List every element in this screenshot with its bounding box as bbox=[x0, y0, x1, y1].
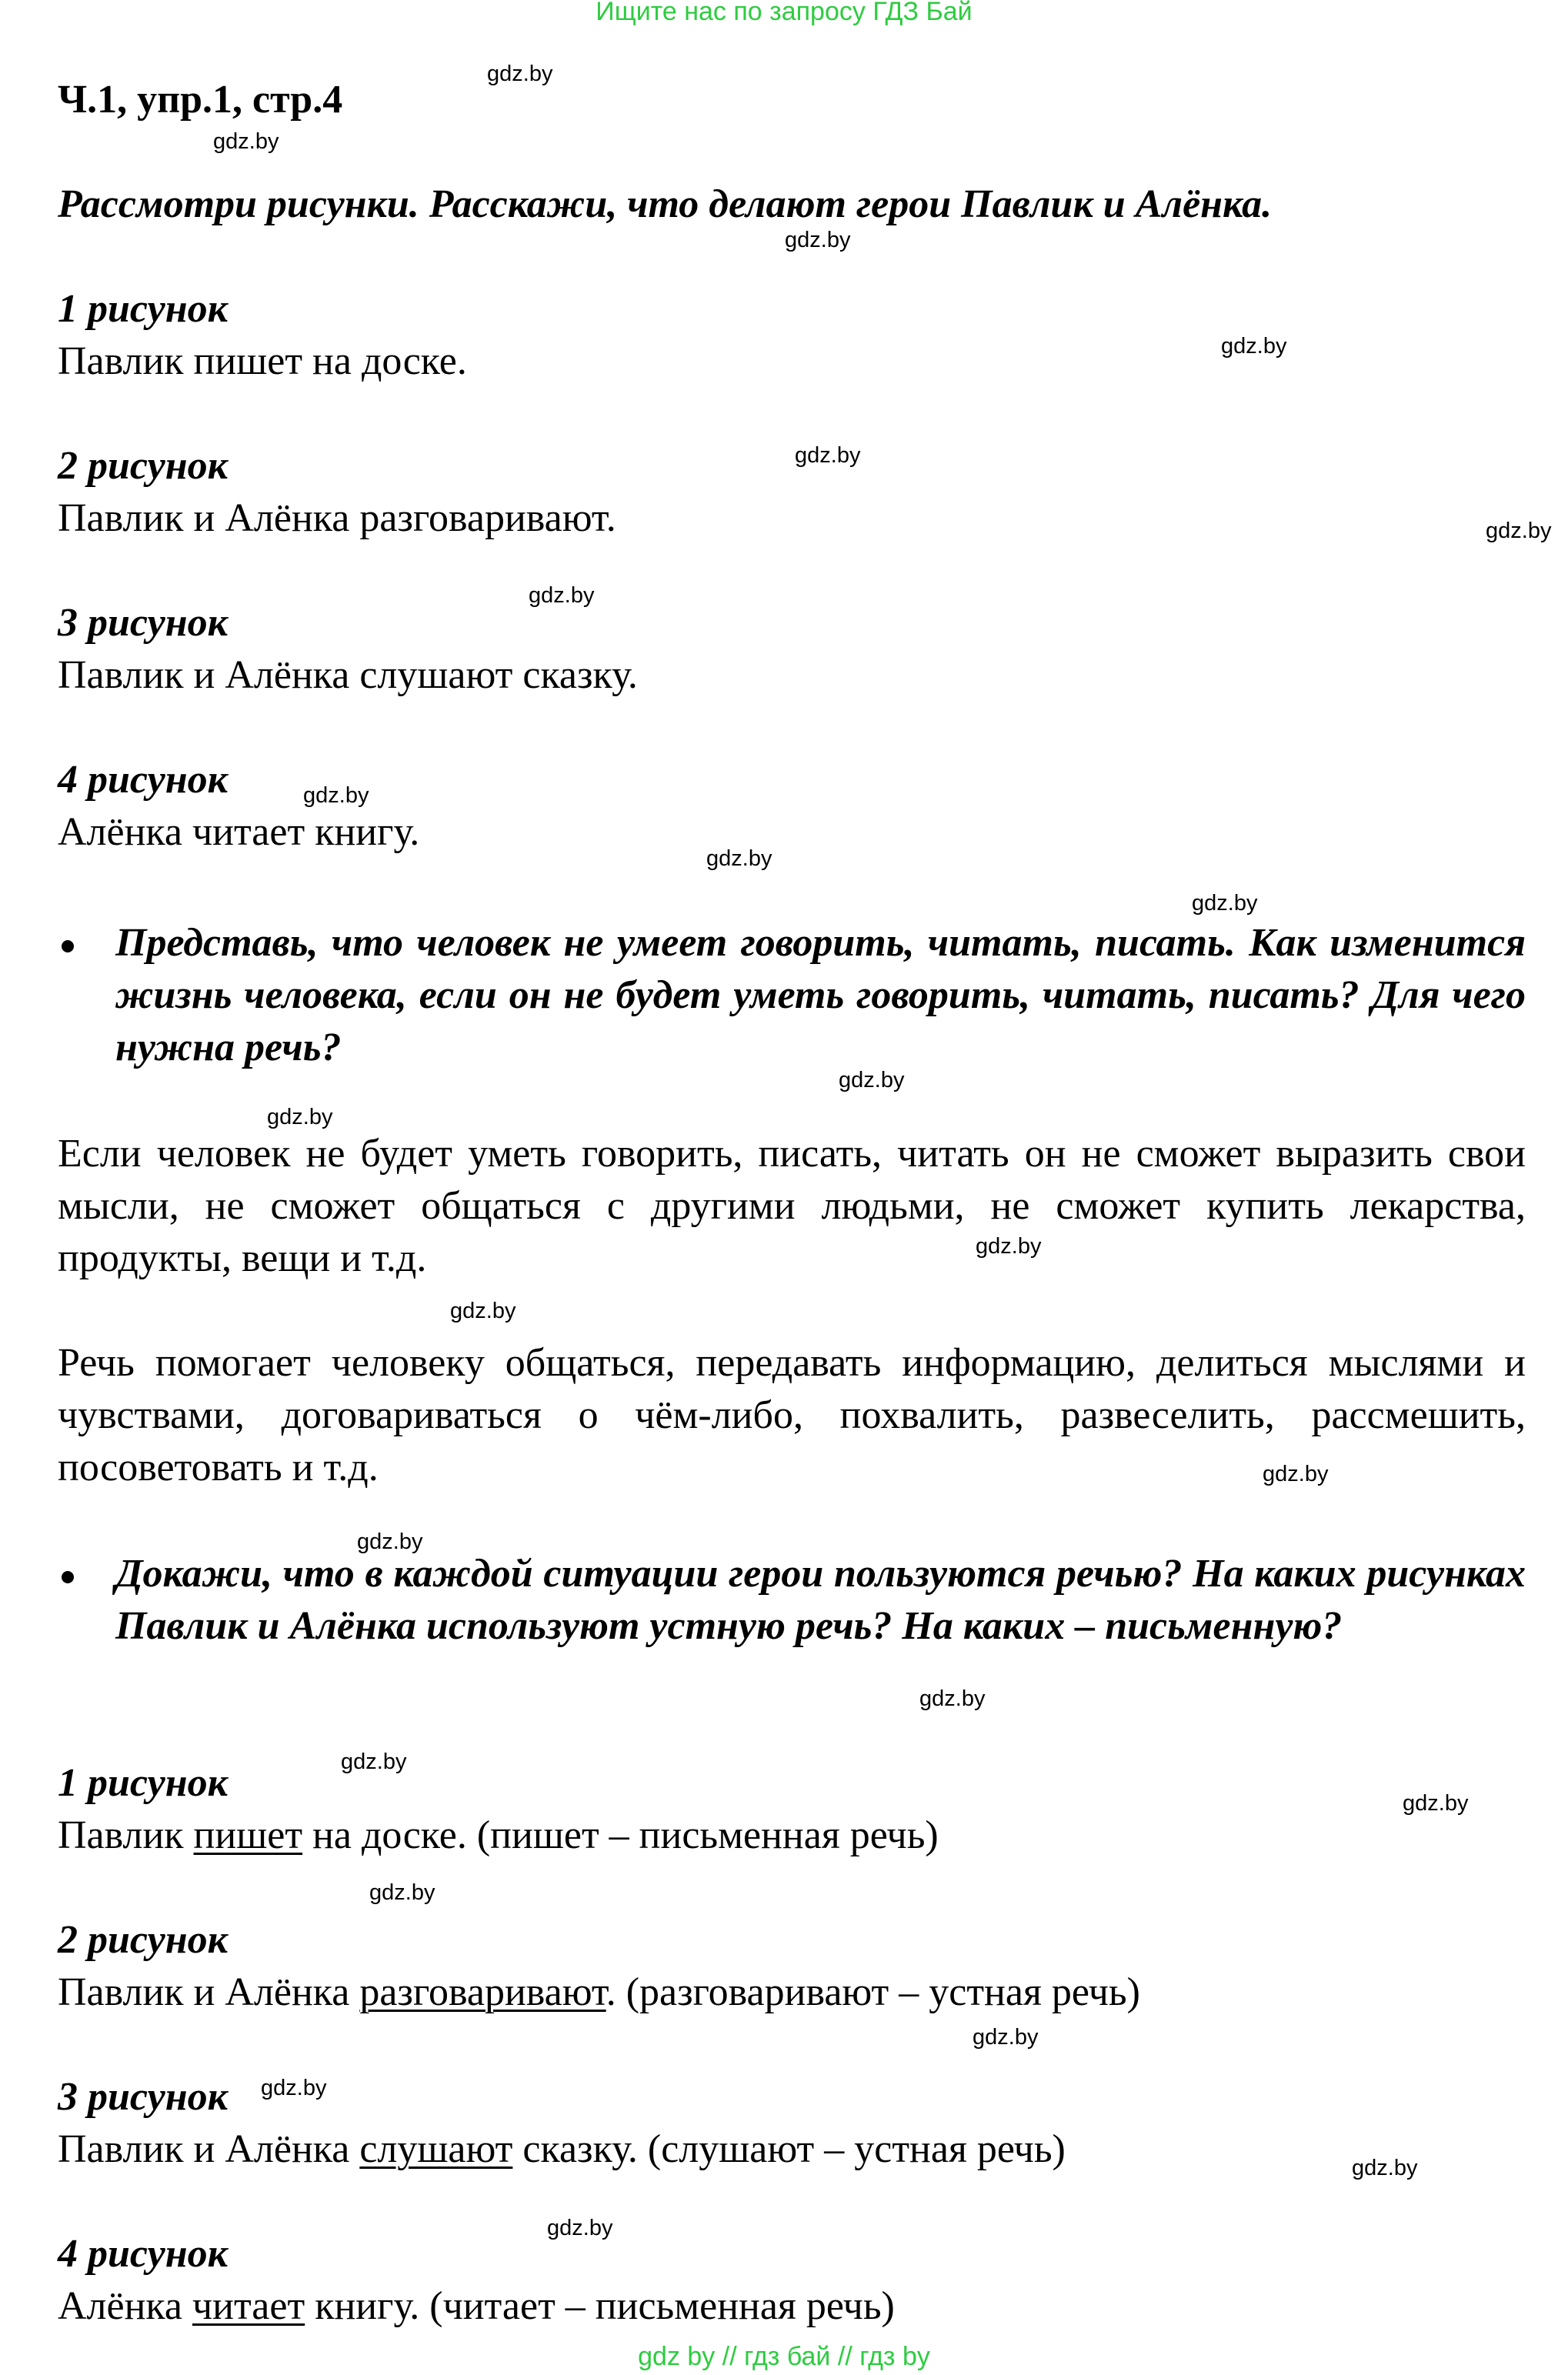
watermark: gdz.by bbox=[1403, 1791, 1469, 1816]
proof-2-verb: разговаривают bbox=[359, 1970, 606, 2014]
watermark: gdz.by bbox=[213, 129, 279, 154]
watermark: gdz.by bbox=[1221, 334, 1287, 359]
proof-4-verb: читает bbox=[192, 2284, 305, 2328]
question-2: Докажи, что в каждой ситуации герои пользуются речью? На каких рисунках Павлик и Алёнка используют устную речь? На каких – письменную? bbox=[115, 1552, 1526, 1648]
proof-3-after: сказку. (слушают – устная речь) bbox=[512, 2127, 1066, 2171]
watermark: gdz.by bbox=[1352, 2156, 1418, 2180]
watermark: gdz.by bbox=[341, 1750, 407, 1774]
picture-1-label: 1 рисунок bbox=[58, 287, 228, 331]
question-1: Представь, что человек не умеет говорить, читать, писать. Как изменится жизнь человека, если он не будет уметь говорить, читать, писать? Для чего нужна речь? bbox=[115, 921, 1526, 1069]
watermark: gdz.by bbox=[547, 2216, 613, 2240]
exercise-title: Ч.1, упр.1, стр.4 bbox=[58, 78, 343, 122]
proof-1-text bbox=[58, 1813, 939, 1858]
answer-2: Речь помогает человеку общаться, передавать информацию, делиться мыслями и чувствами, договариваться о чём-либо, похвалить, развеселить, рассмешить, посоветовать и т.д. bbox=[58, 1341, 1526, 1489]
proof-2-before: Павлик и Алёнка bbox=[58, 1970, 360, 2014]
picture-2-label: 2 рисунок bbox=[58, 444, 228, 488]
watermark: gdz.by bbox=[1486, 519, 1552, 543]
proof-2-after: . (разговаривают – устная речь) bbox=[606, 1970, 1140, 2014]
proof-4-text bbox=[58, 2283, 895, 2329]
answer-1: Если человек не будет уметь говорить, писать, читать он не сможет выразить свои мысли, не сможет общаться с другими людьми, не сможет купить лекарства, продукты, вещи и т.д. bbox=[58, 1132, 1526, 1280]
watermark: gdz.by bbox=[261, 2076, 327, 2100]
watermark: gdz.by bbox=[795, 443, 861, 468]
watermark: gdz.by bbox=[1192, 891, 1258, 916]
picture-1-text: Павлик пишет на доске. bbox=[58, 339, 467, 383]
picture-3-text: Павлик и Алёнка слушают сказку. bbox=[58, 653, 638, 697]
watermark: gdz.by bbox=[919, 1686, 986, 1711]
watermark: gdz.by bbox=[450, 1299, 516, 1323]
proof-3-label: 3 рисунок bbox=[58, 2075, 228, 2119]
proof-4-label: 4 рисунок bbox=[58, 2232, 228, 2276]
proof-3-verb: слушают bbox=[359, 2127, 513, 2171]
proof-1-label: 1 рисунок bbox=[58, 1761, 228, 1805]
watermark: gdz.by bbox=[357, 1529, 423, 1554]
picture-3-label: 3 рисунок bbox=[58, 601, 228, 645]
footer-links[interactable]: gdz by // гдз бай // гдз by bbox=[638, 2342, 930, 2371]
watermark: gdz.by bbox=[1263, 1462, 1329, 1486]
watermark: gdz.by bbox=[976, 1234, 1042, 1259]
picture-2-text: Павлик и Алёнка разговаривают. bbox=[58, 496, 616, 540]
watermark: gdz.by bbox=[267, 1105, 333, 1129]
proof-1-verb: пишет bbox=[193, 1813, 303, 1857]
proof-2-label: 2 рисунок bbox=[58, 1918, 228, 1962]
proof-4-after: книгу. (читает – письменная речь) bbox=[305, 2284, 895, 2328]
task-text: Рассмотри рисунки. Расскажи, что делают герои Павлик и Алёнка. bbox=[58, 182, 1273, 226]
watermark: gdz.by bbox=[706, 846, 772, 871]
watermark: gdz.by bbox=[529, 583, 595, 608]
watermark: gdz.by bbox=[785, 228, 851, 252]
picture-4-label: 4 рисунок bbox=[58, 758, 228, 802]
watermark: gdz.by bbox=[839, 1068, 905, 1092]
watermark: gdz.by bbox=[972, 2025, 1039, 2050]
proof-4-before: Алёнка bbox=[58, 2284, 192, 2328]
watermark: gdz.by bbox=[303, 783, 369, 808]
bullet-icon bbox=[62, 940, 74, 952]
watermark: gdz.by bbox=[369, 1880, 435, 1905]
proof-1-before: Павлик bbox=[58, 1813, 194, 1857]
proof-2-text bbox=[58, 1970, 1140, 2015]
proof-3-before: Павлик и Алёнка bbox=[58, 2127, 360, 2171]
picture-4-text: Алёнка читает книгу. bbox=[58, 810, 420, 854]
proof-1-after: на доске. (пишет – письменная речь) bbox=[302, 1813, 939, 1857]
proof-3-text bbox=[58, 2126, 1066, 2172]
top-banner-link[interactable]: Ищите нас по запросу ГДЗ Бай bbox=[596, 0, 972, 26]
watermark: gdz.by bbox=[487, 62, 553, 86]
bullet-icon bbox=[62, 1571, 74, 1583]
